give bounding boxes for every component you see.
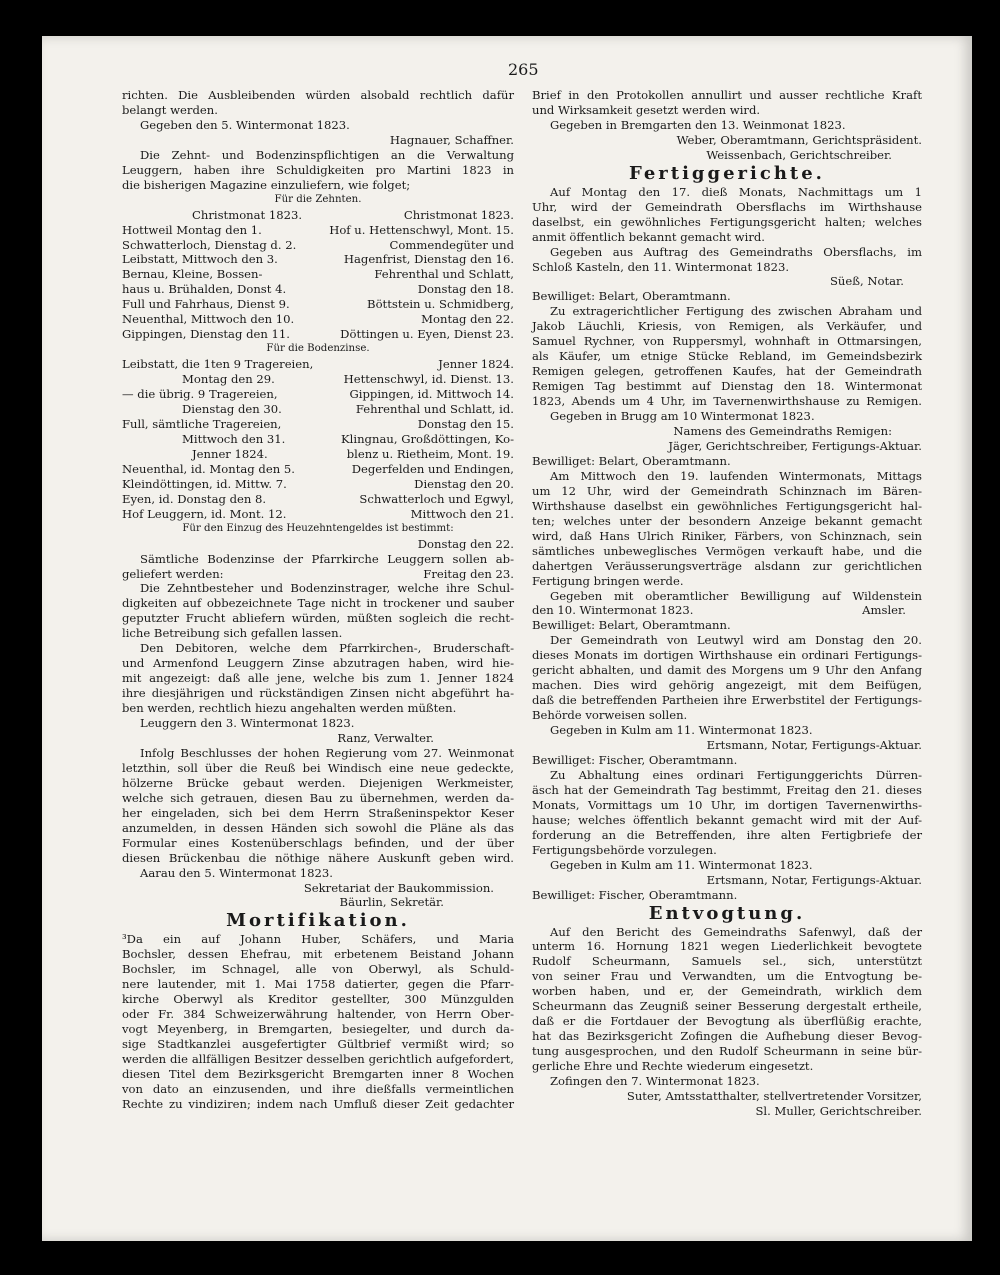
schedule-row: Gippingen, Dienstag den 11. Döttingen u. Eyen, Dienst 23. [122, 327, 514, 342]
text-line: liche Betreibung sich gefallen lassen. [122, 626, 343, 641]
text-line: geputzter Frucht abliefern würden, müßten sogleich die recht- [122, 611, 514, 626]
text-line: von seiner Frau und Verwandten, um die Entvogtung be- [532, 969, 922, 984]
date-line: Leuggern den 3. Wintermonat 1823. [140, 716, 355, 731]
approval-line: Bewilliget: Fischer, Oberamtmann. [532, 752, 738, 767]
text-line: Auf den Bericht des Gemeindraths Safenwyl, daß der [550, 924, 922, 939]
section-label: Für die Bodenzinse. [266, 343, 370, 355]
text-line: die bisherigen Magazine einzuliefern, wie folget; [122, 177, 411, 192]
text-line: vogt Meyenberg, in Bremgarten, besiegelter, und durch da- [122, 1022, 514, 1037]
signature: Ertsmann, Notar, Fertigungs-Aktuar. [706, 872, 922, 887]
text-line: ben werden, rechtlich hiezu angehalten werden müßten. [122, 701, 457, 716]
text-line: kirche Oberwyl als Kreditor gestellter, 300 Münzgulden [122, 992, 514, 1007]
text-line: sige Stadtkanzlei ausgefertigter Gültbrief vermißt wird; so [122, 1037, 514, 1052]
signature: Namens des Gemeindraths Remigen: [673, 424, 892, 439]
text-line: hat das Bezirksgericht Zofingen die Aufhebung dieser Bevog- [532, 1029, 922, 1044]
text-line: sämtliches unbeweglisches Vermögen verkauft habe, und die [532, 543, 922, 558]
date-line: Gegeben in Kulm am 11. Wintermonat 1823. [550, 857, 813, 872]
text-line: Behörde vorweisen sollen. [532, 708, 688, 723]
date-line: Gegeben den 5. Wintermonat 1823. [140, 117, 350, 132]
text-line: daß die betreffenden Partheien ihre Erwerbstitel der Fertigungs- [532, 693, 922, 708]
schedule-row: Dienstag den 30. Fehrenthal und Schlatt, id. [182, 402, 514, 417]
text-line: Remigen Tag bestimmt auf Dienstag den 18. Wintermonat [532, 379, 922, 394]
text-line: Der Gemeindrath von Leutwyl wird am Donstag den 20. [550, 633, 922, 648]
text-line: Bochsler, dessen Ehefrau, mit erbetenem Beistand Johann [122, 947, 514, 962]
text-line: Monats, Vormittags um 10 Uhr, im dortigen Tavernenwirths- [532, 797, 922, 812]
text-line: als Käufer, um etnige Stücke Rebland, im Gemeindsbezirk [532, 349, 922, 364]
text-line: Leuggern, haben ihre Schuldigkeiten pro Martini 1823 in [122, 162, 514, 177]
text-line: Schloß Kasteln, den 11. Wintermonat 1823. [532, 259, 790, 274]
text-line: her eingeladen, sich bei dem Herrn Straßeninspektor Keser [122, 805, 514, 820]
text-line: Scheurmann das Zeugniß seiner Besserung dergestalt ertheile, [532, 999, 922, 1014]
text-line: hause; welches öffentlich bekannt gemacht wird mit der Auf- [532, 812, 922, 827]
schedule-row: Hof Leuggern, id. Mont. 12. Mittwoch den 21. [122, 506, 514, 521]
schedule-row: Hottweil Montag den 1. Hof u. Hettenschwyl, Mont. 15. [122, 222, 514, 237]
text-line: Remigen gelegen, getroffenen Kaufes, hat der Gemeindrath [532, 364, 922, 379]
date-line: Gegeben in Kulm am 11. Wintermonat 1823. [550, 723, 813, 738]
text-line: nere lautender, mit 1. Mai 1758 datierter, gegen die Pfarr- [122, 977, 514, 992]
date-line: Gegeben in Bremgarten den 13. Weinmonat 1823. [550, 117, 846, 132]
schedule-row: Leibstatt, die 1ten 9 Tragereien, Jenner 1824. [122, 357, 514, 372]
schedule-row: Montag den 29. Hettenschwyl, id. Dienst. 13. [182, 372, 514, 387]
signature: Suter, Amtsstatthalter, stellvertretender Vorsitzer, [626, 1089, 922, 1103]
text-line: wird, daß Hans Ulrich Riniker, Färbers, von Schinznach, sein [532, 528, 922, 543]
text-line: daß er die Fortdauer der Bevogtung als überflüßig erachte, [532, 1014, 922, 1029]
date-line: Donstag den 22. [417, 536, 514, 551]
schedule-row: Eyen, id. Donstag den 8. Schwatterloch und Egwyl, [122, 491, 514, 506]
section-heading: Fertiggerichte. [629, 162, 825, 184]
schedule-row: Full, sämtliche Tragereien, Donstag den 15. [122, 416, 514, 431]
text-line: Samuel Rychner, von Ruppersmyl, wohnhaft in Ottmarsingen, [532, 334, 922, 349]
signature: Sl. Muller, Gerichtschreiber. [755, 1103, 922, 1118]
signature: Weber, Oberamtmann, Gerichtspräsident. [676, 132, 922, 147]
signature: Sekretariat der Baukommission. [303, 880, 494, 895]
text-line: letzthin, soll über die Reuß bei Windisch eine neue gedeckte, [122, 760, 514, 775]
right-column [532, 88, 922, 1119]
text-line: dahertgen Veräusserungsverträge alsdann zur gerichtlichen [532, 558, 922, 573]
text-line: Wirthshause daselbst ein gewöhnliches Fertigungsgericht hal- [532, 498, 922, 513]
text-line: Formular eines Kostenüberschlags befinden, und der über [122, 835, 514, 850]
text-line: 1823, Abends um 4 Uhr, im Tavernenwirthshause zu Remigen. [532, 394, 922, 409]
text-line: Die Zehnt- und Bodenzinspflichtigen an die Verwaltung [140, 147, 514, 162]
text-line: machen. Dies wird gehörig angezeigt, mit dem Beifügen, [532, 678, 922, 693]
text-line: geliefert werden: Freitag den 23. [122, 566, 514, 581]
date-line: den 10. Wintermonat 1823. Amsler. [532, 603, 906, 618]
section-heading: Entvogtung. [648, 902, 806, 924]
text-line: anmit öffentlich bekannt gemacht wird. [532, 229, 765, 244]
approval-line: Bewilliget: Fischer, Oberamtmann. [532, 887, 738, 902]
approval-line: Bewilliget: Belart, Oberamtmann. [532, 289, 731, 304]
schedule-row: Schwatterloch, Dienstag d. 2. Commendegüter und [122, 237, 514, 252]
text-line: Den Debitoren, welche dem Pfarrkirchen-, Bruderschaft- [140, 641, 514, 656]
signature: Hagnauer, Schaffner. [389, 132, 514, 147]
text-line: dieses Monats im dortigen Wirthshause ein ordinari Fertigungs- [532, 648, 922, 663]
text-line: Zu extragerichtlicher Fertigung des zwischen Abraham und [550, 304, 922, 319]
text-line: forderung an die Betreffenden, ihre alten Fertigbriefe der [532, 827, 922, 842]
text-line: Die Zehntbesteher und Bodenzinstrager, welche ihre Schul- [140, 581, 514, 596]
signature: Ertsmann, Notar, Fertigungs-Aktuar. [706, 738, 922, 753]
signature: Bäurlin, Sekretär. [339, 895, 444, 910]
text-line: richten. Die Ausbleibenden würden alsobald rechtlich dafür [122, 88, 514, 102]
schedule-row: Leibstatt, Mittwoch den 3. Hagenfrist, Dienstag den 16. [122, 252, 514, 267]
text-line: Fertigungsbehörde vorzulegen. [532, 842, 717, 857]
text-line: Am Mittwoch den 19. laufenden Wintermonats, Mittags [550, 468, 922, 483]
section-label: Für die Zehnten. [274, 193, 362, 205]
text-line: um 12 Uhr, wird der Gemeindrath Schinznach im Bären- [532, 483, 922, 498]
schedule-row: Jenner 1824. blenz u. Rietheim, Mont. 19. [192, 446, 514, 461]
text-line: Brief in den Protokollen annullirt und ausser rechtliche Kraft [532, 88, 922, 102]
text-line: daselbst, ein gewöhnliches Fertigungsgericht halten; welches [532, 214, 922, 229]
schedule-row: Christmonat 1823. Christmonat 1823. [192, 207, 514, 222]
text-line: und Wirksamkeit gesetzt werden wird. [532, 102, 761, 117]
section-label: Für den Einzug des Heuzehntengeldes ist bestimmt: [182, 522, 454, 534]
text-line: ³Da ein auf Johann Huber, Schäfers, und Maria [122, 932, 514, 947]
signature: Weissenbach, Gerichtschreiber. [706, 147, 892, 162]
text-line: Uhr, wird der Gemeindrath Obersflachs im Wirthshause [532, 199, 922, 214]
text-line: digkeiten auf obbezeichnete Tage nicht in trockener und sauber [122, 596, 514, 611]
text-line: mit angezeigt: daß alle jene, welche bis zum 1. Jenner 1824 [122, 671, 514, 686]
approval-line: Bewilliget: Belart, Oberamtmann. [532, 453, 731, 468]
text-line: gericht abhalten, und damit des Morgens um 9 Uhr den Anfang [532, 663, 922, 678]
text-line: Rechte zu vindiziren; indem nach Umfluß dieser Zeit gedachter [122, 1096, 514, 1111]
text-line: äsch hat der Gemeindrath Tag bestimmt, Freitag den 21. dieses [532, 782, 922, 797]
schedule-row: Full und Fahrhaus, Dienst 9. Böttstein u. Schmidberg, [122, 297, 514, 312]
text-line: unterm 16. Hornung 1821 wegen Liederlichkeit bevogtete [532, 939, 922, 954]
text-line: und Armenfond Leuggern Zinse abzutragen haben, wird hie- [122, 656, 514, 671]
text-line: gerliche Ehre und Rechte wiederum eingesetzt. [532, 1059, 814, 1074]
text-line: Rudolf Scheurmann, Samuels sel., sich, unterstützt [532, 954, 922, 969]
text-line: von dato an einzusenden, und ihre dießfalls vermeintlichen [122, 1081, 514, 1096]
text-line: tung ausgesprochen, und den Rudolf Scheurmann in seine bür- [532, 1044, 922, 1059]
text-line: anzumelden, in dessen Händen sich sowohl die Pläne als das [122, 820, 514, 835]
page-number: 265 [508, 60, 539, 79]
text-line: ten; welches unter der besondern Anzeige bekannt gemacht [532, 513, 922, 528]
text-line: Gegeben mit oberamtlicher Bewilligung auf Wildenstein [550, 588, 922, 603]
signature: Ranz, Verwalter. [337, 730, 434, 745]
text-line: Gegeben aus Auftrag des Gemeindraths Obersflachs, im [550, 244, 922, 259]
text-line: Bochsler, im Schnagel, alle von Oberwyl, als Schuld- [122, 962, 514, 977]
text-line: Fertigung bringen werde. [532, 573, 684, 588]
text-line: oder Fr. 384 Schweizerwährung haltender, von Herrn Ober- [122, 1007, 514, 1022]
text-line: welche sich getrauen, diesen Bau zu übernehmen, werden da- [122, 790, 514, 805]
schedule-row: Mittwoch den 31. Klingnau, Großdöttingen, Ko- [182, 431, 514, 446]
schedule-row: Kleindöttingen, id. Mittw. 7. Dienstag den 20. [122, 476, 514, 491]
approval-line: Bewilliget: Belart, Oberamtmann. [532, 618, 731, 633]
text-line: Zu Abhaltung eines ordinari Fertigunggerichts Dürren- [550, 767, 922, 782]
text-line: werden die allfälligen Besitzer desselben gerichtlich aufgefordert, [122, 1052, 514, 1067]
schedule-row: Bernau, Kleine, Bossen- Fehrenthal und Schlatt, [122, 267, 514, 282]
date-line: Aarau den 5. Wintermonat 1823. [140, 865, 333, 880]
schedule-row: Neuenthal, Mittwoch den 10. Montag den 22. [122, 312, 514, 327]
date-line: Gegeben in Brugg am 10 Wintermonat 1823. [550, 409, 815, 424]
text-line: Sämtliche Bodenzinse der Pfarrkirche Leuggern sollen ab- [140, 551, 514, 566]
signature: Süeß, Notar. [829, 274, 904, 289]
text-line: Auf Montag den 17. dieß Monats, Nachmittags um 1 [550, 184, 922, 199]
text-line: worben haben, und er, der Gemeindrath, wirklich dem [532, 984, 922, 999]
schedule-row: haus u. Brühalden, Donst 4. Donstag den 18. [122, 282, 514, 297]
left-column [122, 88, 514, 1112]
text-line: hölzerne Brücke gebaut werden. Diejenigen Werkmeister, [122, 775, 514, 790]
section-heading: Mortifikation. [226, 910, 410, 932]
schedule-row: — die übrig. 9 Tragereien, Gippingen, id. Mittwoch 14. [122, 387, 514, 402]
text-line: Infolg Beschlusses der hohen Regierung vom 27. Weinmonat [140, 745, 514, 760]
text-line: diesen Brückenbau die nöthige nähere Auskunft geben wird. [122, 850, 514, 865]
signature: Jäger, Gerichtschreiber, Fertigungs-Aktuar. [668, 438, 922, 453]
text-line: Jakob Läuchli, Kriesis, von Remigen, als Verkäufer, und [532, 319, 922, 334]
text-line: ihre diesjährigen und rückständigen Zinsen nicht abgeführt ha- [122, 686, 514, 701]
text-line: belangt werden. [122, 102, 218, 117]
text-line: diesen Titel dem Bezirksgericht Bremgarten inner 8 Wochen [122, 1067, 514, 1081]
date-line: Zofingen den 7. Wintermonat 1823. [550, 1074, 760, 1089]
schedule-row: Neuenthal, id. Montag den 5. Degerfelden und Endingen, [122, 461, 514, 476]
